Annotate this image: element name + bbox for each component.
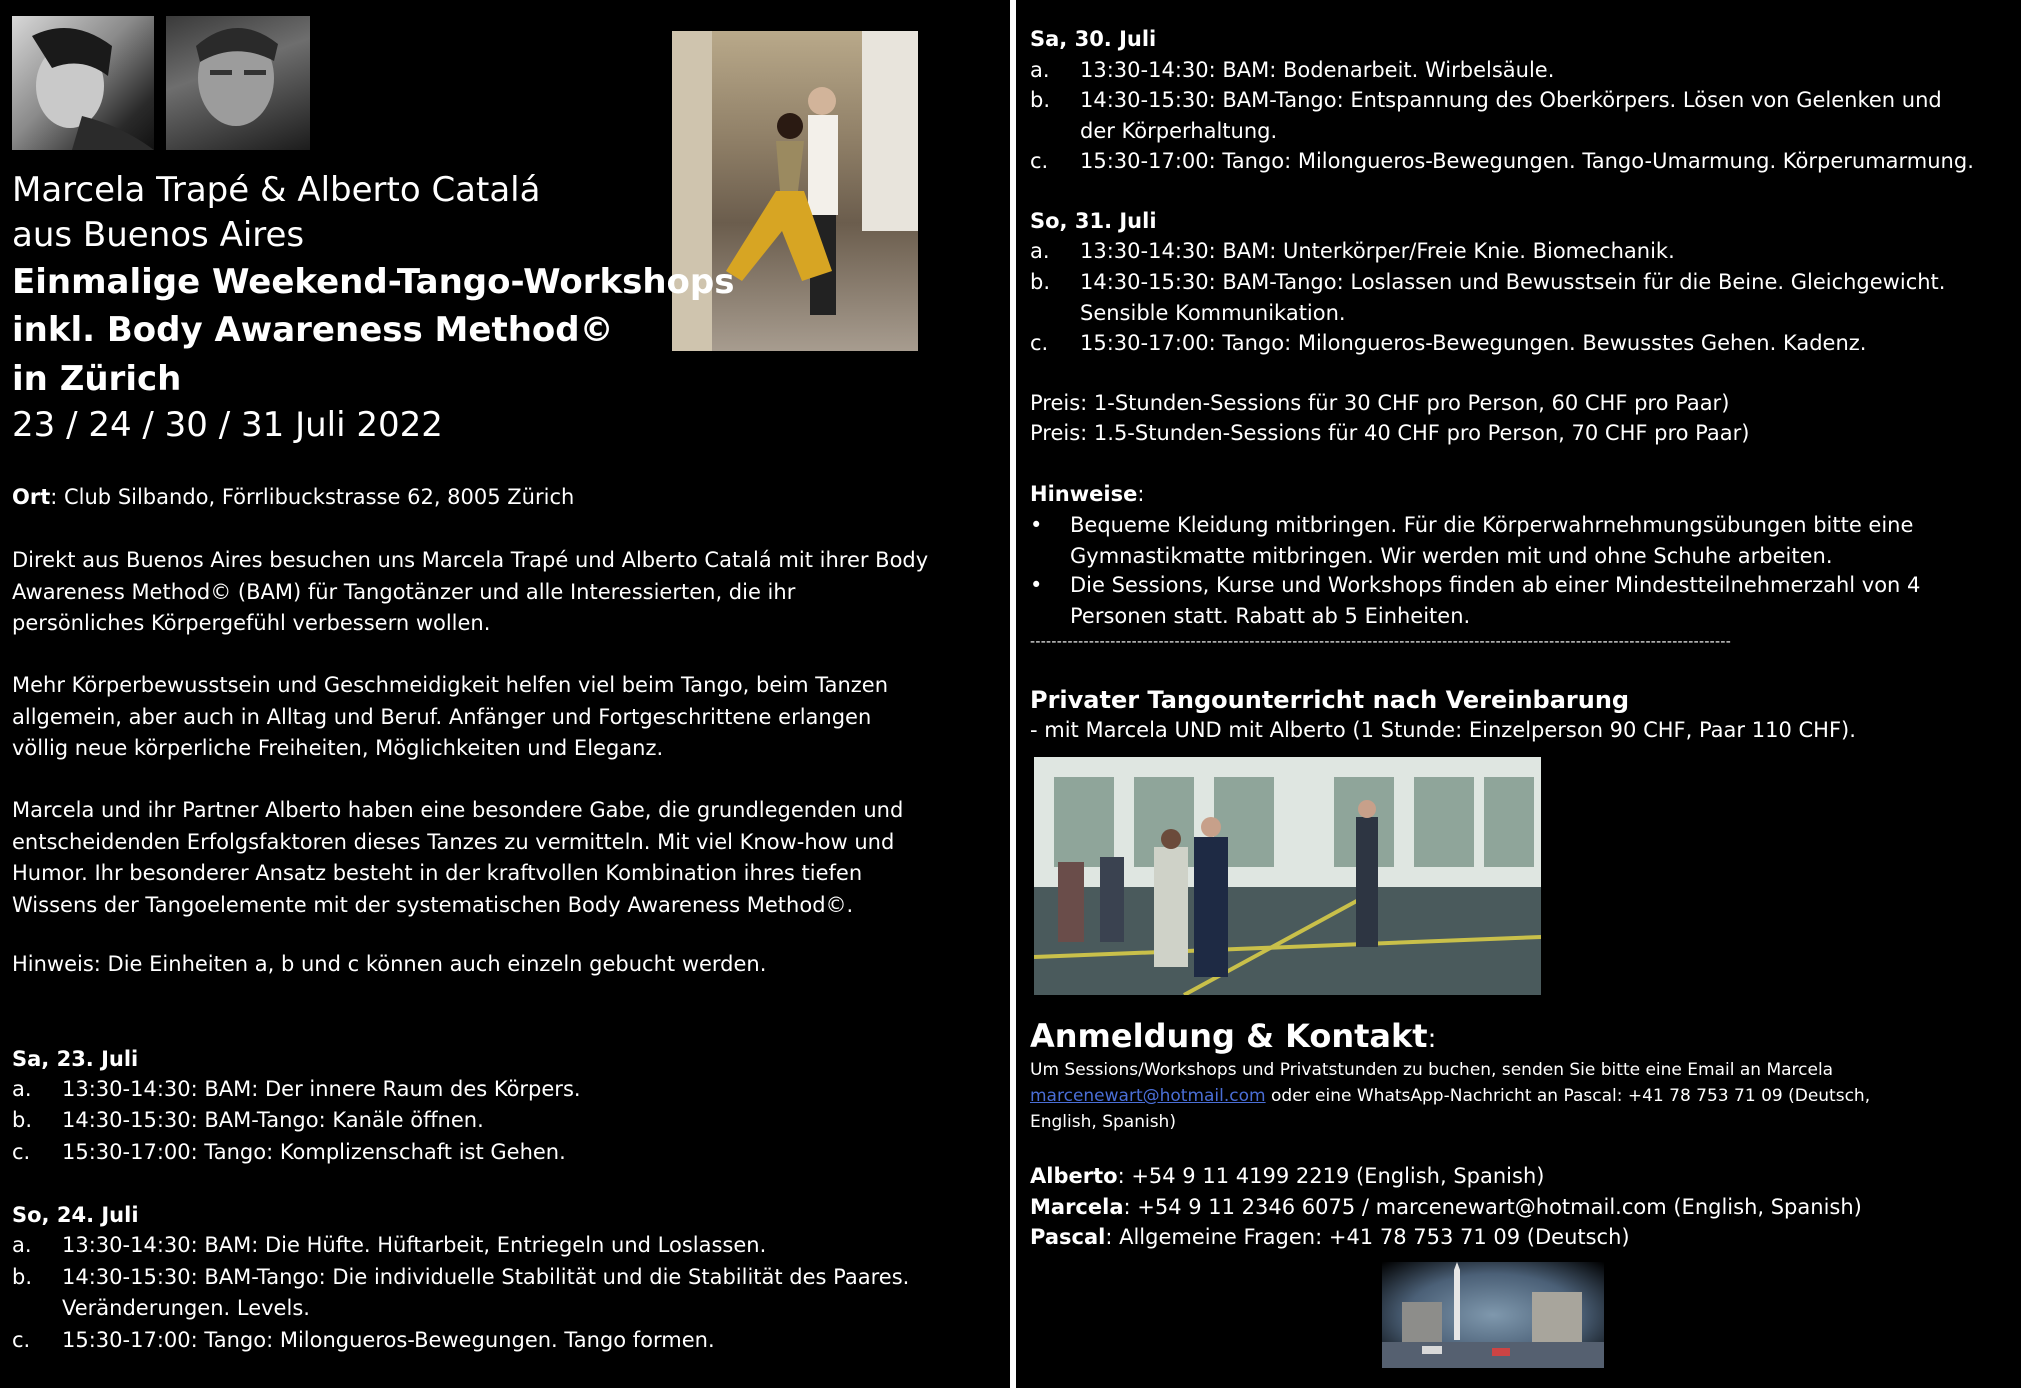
header-subtitle: inkl. Body Awareness Method© xyxy=(12,310,614,350)
day-title: So, 24. Juli xyxy=(12,1203,139,1227)
contact-colon: : xyxy=(1427,1024,1437,1054)
item-text: 13:30-14:30: BAM: Der innere Raum des Körpers. xyxy=(62,1077,581,1101)
item-text: 14:30-15:30: BAM-Tango: Kanäle öffnen. xyxy=(62,1108,484,1132)
item-marker: c. xyxy=(1030,331,1049,355)
pascal-label: Pascal xyxy=(1030,1225,1106,1249)
note-text: Die Sessions, Kurse und Workshops finden ab einer Mindestteilnehmerzahl von 4 Personen statt. Rabatt ab 5 Einheiten. xyxy=(1070,573,1921,628)
item-text: 14:30-15:30: BAM-Tango: Entspannung des Oberkörpers. Lösen von Gelenken und der Körperhaltung. xyxy=(1080,88,1942,143)
item-text: 15:30-17:00: Tango: Milongueros-Bewegungen. Bewusstes Gehen. Kadenz. xyxy=(1080,331,1867,355)
intro-paragraph-2: Mehr Körperbewusstsein und Geschmeidigkeit helfen viel beim Tango, beim Tanzen allgemein, aber auch in Alltag und Beruf. Anfänger und Fortgeschrittene erlangen völlig neue körperliche Freiheiten, Möglichkeiten und Eleganz. xyxy=(12,673,889,760)
portrait-alberto-photo xyxy=(166,16,310,150)
bullet-icon: • xyxy=(1030,513,1043,537)
item-text: 13:30-14:30: BAM: Bodenarbeit. Wirbelsäule. xyxy=(1080,58,1555,82)
price-line-1: Preis: 1-Stunden-Sessions für 30 CHF pro Person, 60 CHF pro Paar) xyxy=(1030,391,1730,415)
item-marker: b. xyxy=(1030,88,1051,112)
item-text: 15:30-17:00: Tango: Milongueros-Bewegungen. Tango-Umarmung. Körperumarmung. xyxy=(1080,149,1974,173)
item-text: 13:30-14:30: BAM: Unterkörper/Freie Knie. Biomechanik. xyxy=(1080,239,1675,263)
schedule-item xyxy=(1030,146,2010,177)
header-dates: 23 / 24 / 30 / 31 Juli 2022 xyxy=(12,405,443,445)
item-marker: a. xyxy=(12,1077,32,1101)
private-lessons-title: Privater Tangounterricht nach Vereinbarung xyxy=(1030,686,1630,714)
item-marker: a. xyxy=(12,1233,32,1257)
day-title: Sa, 30. Juli xyxy=(1030,27,1157,51)
portrait-marcela-photo xyxy=(12,16,154,150)
schedule-item xyxy=(12,1074,952,1105)
schedule-item xyxy=(12,1325,952,1356)
venue-label: Ort xyxy=(12,485,51,509)
item-text: 14:30-15:30: BAM-Tango: Loslassen und Bewusstsein für die Beine. Gleichgewicht. Sensible Kommunikation. xyxy=(1080,270,1946,325)
item-text: 14:30-15:30: BAM-Tango: Die individuelle Stabilität und die Stabilität des Paares. Veränderungen. Levels. xyxy=(62,1265,910,1320)
header-title: Einmalige Weekend-Tango-Workshops xyxy=(12,262,735,302)
item-text: 15:30-17:00: Tango: Komplizenschaft ist Gehen. xyxy=(62,1140,566,1164)
item-marker: a. xyxy=(1030,239,1050,263)
schedule-item xyxy=(1030,55,1990,86)
class-photo xyxy=(1034,757,1541,995)
whatsapp-text: oder eine WhatsApp-Nachricht an Pascal: +41 78 753 71 09 (Deutsch, xyxy=(1265,1086,1871,1106)
notes-heading xyxy=(1030,479,1144,510)
note-item xyxy=(1030,510,1990,572)
day-title: So, 31. Juli xyxy=(1030,209,1157,233)
schedule-item xyxy=(12,1230,952,1261)
schedule-item xyxy=(12,1105,952,1136)
item-marker: c. xyxy=(12,1328,31,1352)
venue-line xyxy=(12,482,574,513)
header-origin: aus Buenos Aires xyxy=(12,215,305,255)
item-marker: b. xyxy=(12,1108,33,1132)
contact-marcela xyxy=(1030,1192,1862,1223)
divider-line: ----------------------------------------------------------------------------------------------------------------------------------- xyxy=(1030,634,1732,650)
contact-line-1: Um Sessions/Workshops und Privatstunden zu buchen, senden Sie bitte eine Email an Marcela xyxy=(1030,1060,1834,1080)
alberto-phone: : +54 9 11 4199 2219 (English, Spanish) xyxy=(1117,1164,1545,1188)
item-marker: c. xyxy=(12,1140,31,1164)
email-link[interactable]: marcenewart@hotmail.com xyxy=(1030,1086,1266,1106)
notes-title: Hinweise xyxy=(1030,482,1138,506)
venue-address: : Club Silbando, Förrlibuckstrasse 62, 8005 Zürich xyxy=(50,485,575,509)
alberto-label: Alberto xyxy=(1030,1164,1118,1188)
contact-line-3: English, Spanish) xyxy=(1030,1112,1176,1132)
schedule-item xyxy=(12,1137,952,1168)
note-text: Bequeme Kleidung mitbringen. Für die Körperwahrnehmungsübungen bitte eine Gymnastikmatte mitbringen. Wir werden mit und ohne Schuhe arbeiten. xyxy=(1070,513,1914,568)
contact-alberto xyxy=(1030,1161,1544,1192)
schedule-item xyxy=(1030,236,1990,267)
intro-paragraph-1: Direkt aus Buenos Aires besuchen uns Marcela Trapé und Alberto Catalá mit ihrer Body Awareness Method© (BAM) für Tangotänzer und alle Interessierten, die ihr persönliches Körpergefühl verbessern wollen. xyxy=(12,548,929,635)
contact-pascal xyxy=(1030,1222,1630,1253)
item-marker: a. xyxy=(1030,58,1050,82)
schedule-item xyxy=(1030,267,1990,329)
contact-line-2 xyxy=(1030,1083,1870,1109)
right-panel xyxy=(1016,0,2021,1388)
note-item xyxy=(1030,570,1990,632)
bullet-icon: • xyxy=(1030,573,1043,597)
left-panel xyxy=(0,0,1010,1388)
item-marker: c. xyxy=(1030,149,1049,173)
item-marker: b. xyxy=(1030,270,1051,294)
marcela-phone: : +54 9 11 2346 6075 / marcenewart@hotmail.com (English, Spanish) xyxy=(1123,1195,1862,1219)
price-line-2: Preis: 1.5-Stunden-Sessions für 40 CHF pro Person, 70 CHF pro Paar) xyxy=(1030,421,1750,445)
header-location: in Zürich xyxy=(12,359,182,399)
day-title: Sa, 23. Juli xyxy=(12,1047,139,1071)
private-lessons-text: - mit Marcela UND mit Alberto (1 Stunde: Einzelperson 90 CHF, Paar 110 CHF). xyxy=(1030,718,1856,742)
marcela-label: Marcela xyxy=(1030,1195,1124,1219)
contact-title: Anmeldung & Kontakt xyxy=(1030,1017,1428,1055)
schedule-item xyxy=(1030,85,1990,147)
item-marker: b. xyxy=(12,1265,33,1289)
item-text: 13:30-14:30: BAM: Die Hüfte. Hüftarbeit, Entriegeln und Loslassen. xyxy=(62,1233,767,1257)
buenos-aires-city-photo xyxy=(1382,1262,1604,1368)
header-names: Marcela Trapé & Alberto Catalá xyxy=(12,170,541,210)
pascal-phone: : Allgemeine Fragen: +41 78 753 71 09 (Deutsch) xyxy=(1105,1225,1630,1249)
contact-heading xyxy=(1030,1015,1436,1060)
schedule-item xyxy=(1030,328,1990,359)
booking-hint: Hinweis: Die Einheiten a, b und c können auch einzeln gebucht werden. xyxy=(12,952,767,976)
item-text: 15:30-17:00: Tango: Milongueros-Bewegungen. Tango formen. xyxy=(62,1328,715,1352)
notes-colon: : xyxy=(1137,482,1145,506)
intro-paragraph-3: Marcela und ihr Partner Alberto haben eine besondere Gabe, die grundlegenden und entscheidenden Erfolgsfaktoren dieses Tanzes zu vermitteln. Mit viel Know-how und Humor. Ihr besonderer Ansatz besteht in der kraftvollen Kombination ihres tiefen Wissens der Tangoelemente mit der systematischen Body Awareness Method©. xyxy=(12,798,904,917)
schedule-item xyxy=(12,1262,952,1324)
